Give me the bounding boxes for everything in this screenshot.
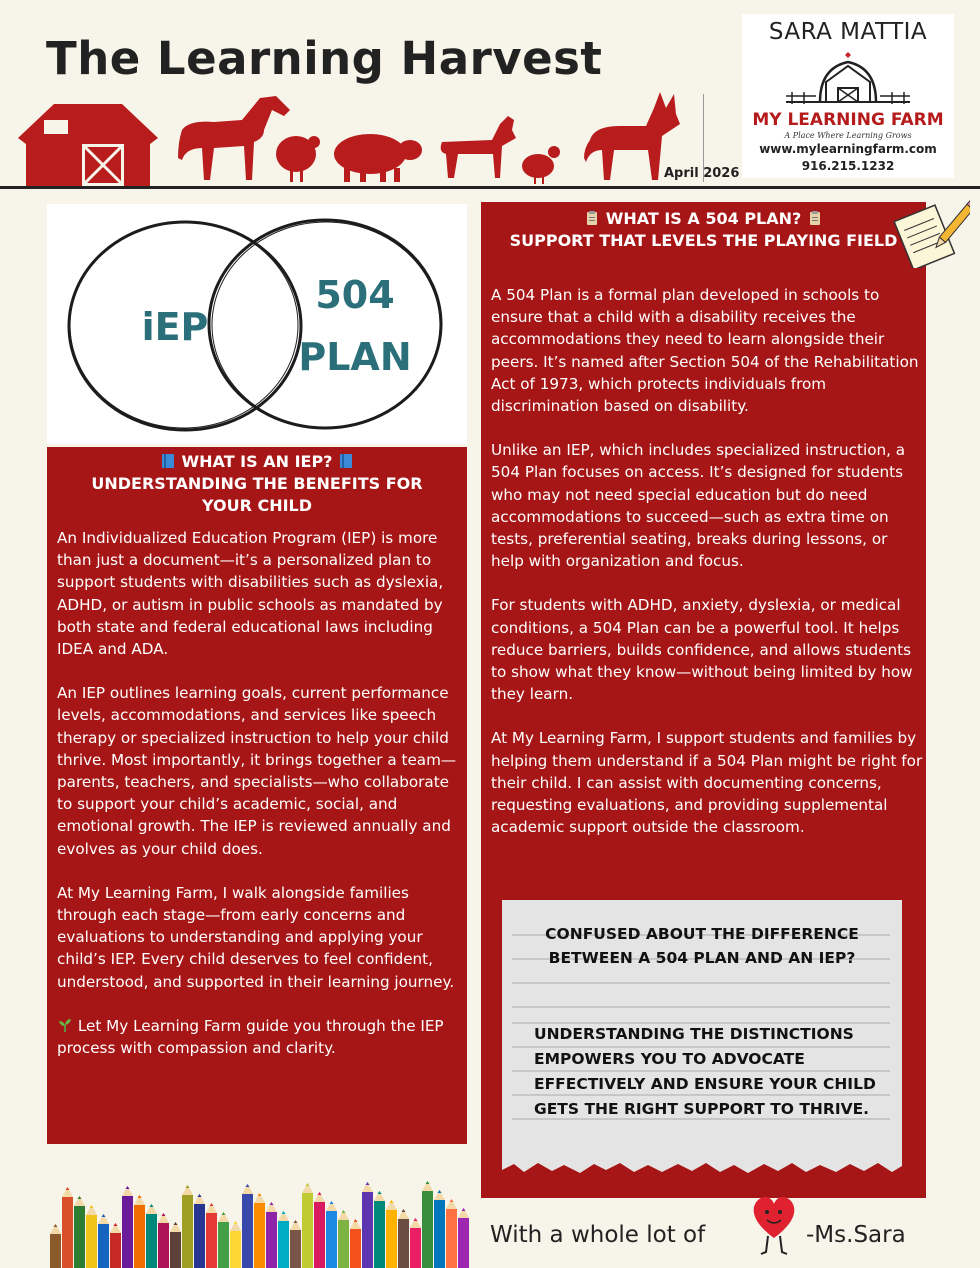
iep-panel	[47, 447, 467, 1144]
clipboard-icon	[584, 210, 600, 226]
blue-book-icon	[160, 453, 176, 469]
plan504-paragraph: Unlike an IEP, which includes specialized instruction, a 504 Plan focuses on access. It’s designed for students who may not need special education but do need accommodations to succeed—such as extra time on tests, preferential seating, breaks during lessons, or help with organization and focus.	[491, 441, 906, 571]
iep-paragraph: An Individualized Education Program (IEP) is more than just a document—it’s a personalized plan to support students with disabilities such as dyslexia, ADHD, or autism in public schools as mandated by both state and federal educational laws including IDEA and ADA.	[57, 529, 444, 659]
hen-icon	[522, 146, 560, 184]
iep-heading-line1: WHAT IS AN IEP?	[181, 452, 333, 471]
torn-paper-edge	[502, 1160, 902, 1180]
signoff-text: With a whole lot of	[490, 1222, 706, 1248]
horse-icon	[178, 96, 290, 180]
plan504-paragraph: At My Learning Farm, I support students and families by helping them understand if a 504 Plan might be right for their child. I can assist with documenting concerns, requesting evaluations, and providing supplemental academic support outside the classroom.	[491, 729, 923, 837]
callout-answer: UNDERSTANDING THE DISTINCTIONS EMPOWERS YOU TO ADVOCATE EFFECTIVELY AND ENSURE YOUR CHILD GETS THE RIGHT SUPPORT TO THRIVE.	[534, 1025, 876, 1118]
venn-diagram	[47, 204, 467, 444]
logo-farm-name: MY LEARNING FARM	[752, 110, 944, 130]
venn-label-504: 504	[315, 273, 395, 317]
plan504-body	[491, 284, 923, 860]
signature-text: -Ms.Sara	[806, 1222, 906, 1248]
header-rule	[0, 186, 980, 189]
plan504-paragraph: A 504 Plan is a formal plan developed in schools to ensure that a child with a disability receives the accommodations they need to learn alongside their peers. It’s named after Section 504 of the Rehabilitation Act of 1973, which protects individuals from discrimination based on disability.	[491, 286, 919, 416]
iep-heading-line2: UNDERSTANDING THE BENEFITS FOR YOUR CHILD	[91, 474, 423, 515]
turkey-icon	[276, 136, 320, 182]
barn-icon	[18, 104, 158, 186]
logo-tagline: A Place Where Learning Grows	[784, 131, 912, 140]
logo-owner-name: SARA MATTIA	[768, 19, 928, 45]
callout-question: CONFUSED ABOUT THE DIFFERENCE BETWEEN A 504 PLAN AND AN IEP?	[545, 925, 859, 967]
iep-body	[57, 527, 461, 1059]
barn-logo-icon	[782, 48, 914, 110]
clipboard-icon	[807, 210, 823, 226]
newsletter-title: The Learning Harvest	[46, 32, 603, 85]
farm-animals-banner	[14, 90, 684, 186]
logo-phone: 916.215.1232	[801, 159, 895, 173]
plan504-heading	[481, 208, 926, 252]
iep-paragraph: An IEP outlines learning goals, current performance levels, accommodations, and services like speech therapy or specialized instruction to help your child thrive. Most importantly, it brings together a team—parents, teachers, and specialists—who collaborate to support your child’s academic, social, and emotional growth. The IEP is reviewed annually and evolves as your child does.	[57, 684, 457, 858]
pig-icon	[334, 134, 422, 182]
venn-label-iep: iEP	[141, 305, 209, 349]
colored-pencils-icon	[50, 1166, 470, 1268]
iep-heading	[47, 451, 467, 517]
logo-website[interactable]: www.mylearningfarm.com	[759, 142, 937, 156]
blue-book-icon	[338, 453, 354, 469]
venn-circles	[47, 204, 467, 444]
plan504-paragraph: For students with ADHD, anxiety, dyslexia, or medical conditions, a 504 Plan can be a powerful tool. It helps reduce barriers, builds confidence, and allows students to show what they know—without being limited by how they learn.	[491, 596, 913, 704]
iep-closing: Let My Learning Farm guide you through the IEP process with compassion and clarity.	[57, 1016, 444, 1058]
notepad-pencil-icon	[888, 196, 970, 268]
callout-box	[502, 900, 902, 1180]
issue-date: April 2026	[664, 166, 740, 181]
seedling-icon	[57, 1017, 73, 1033]
brand-logo	[742, 14, 954, 178]
plan504-heading-line2: SUPPORT THAT LEVELS THE PLAYING FIELD	[509, 231, 898, 250]
goat-icon	[441, 116, 516, 178]
venn-label-plan: PLAN	[298, 335, 412, 379]
heart-mascot-icon	[748, 1192, 800, 1258]
plan504-heading-line1: WHAT IS A 504 PLAN?	[605, 209, 802, 228]
iep-paragraph: At My Learning Farm, I walk alongside families through each stage—from early concerns and evaluations to understanding and applying your child’s IEP. Every child deserves to feel confident, understood, and supported in their learning journey.	[57, 883, 455, 991]
